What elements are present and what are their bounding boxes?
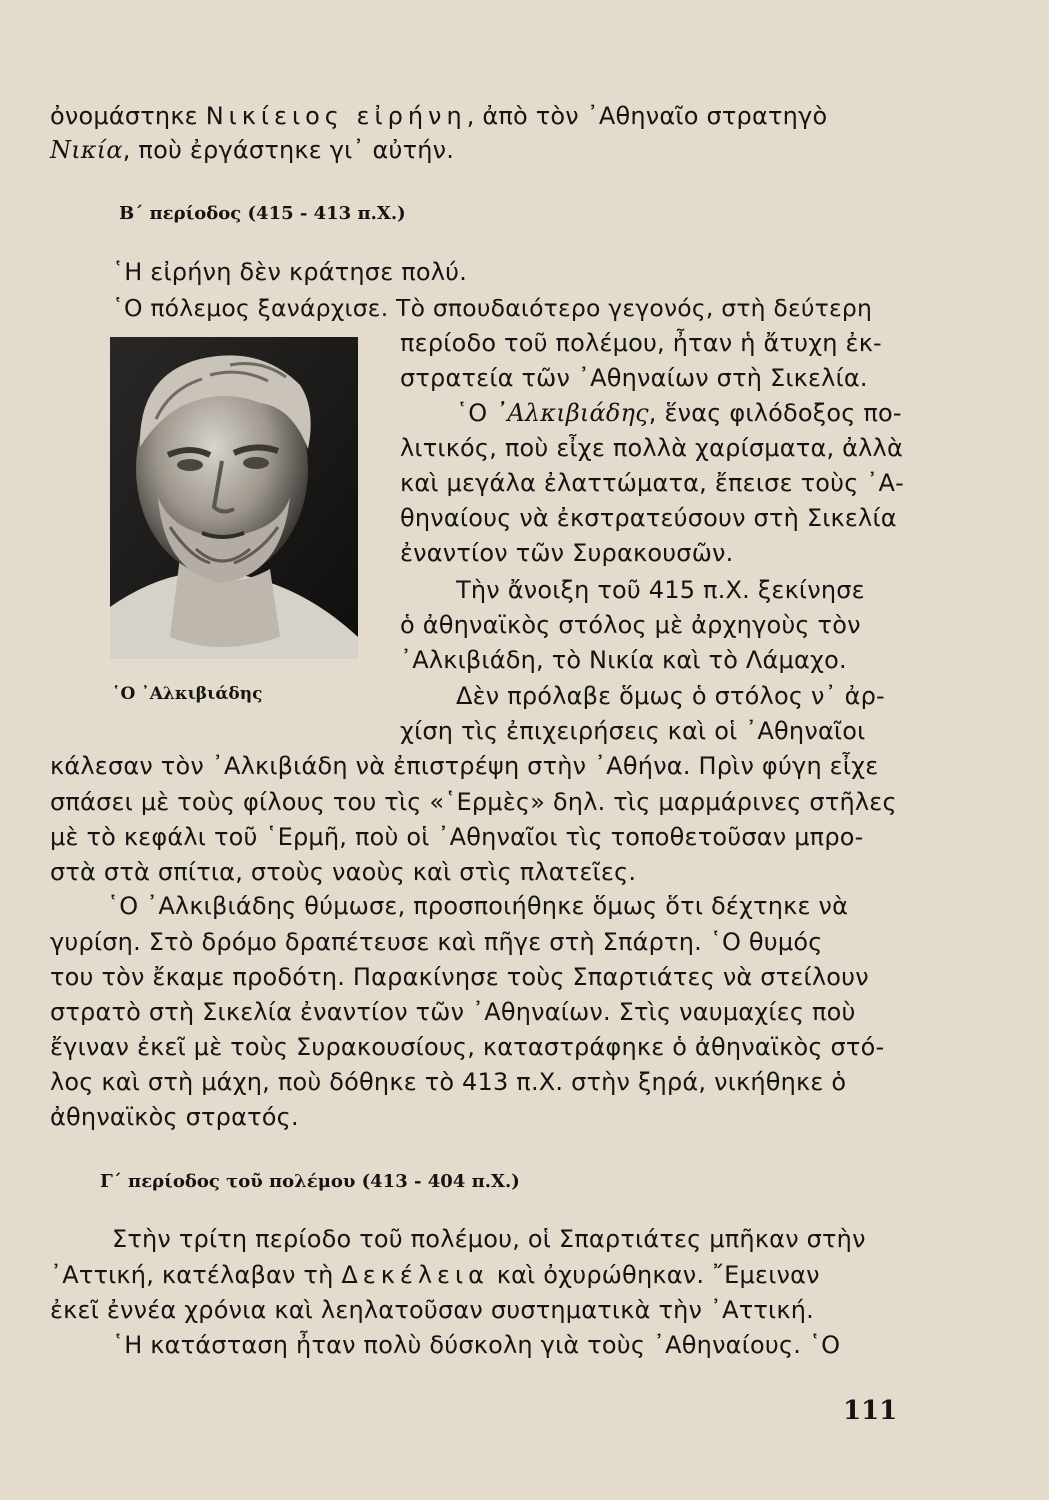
text-line: λος καὶ στὴ μάχη, ποὺ δόθηκε τὸ 413 π.Χ. στὴν ξηρά, νικήθηκε ὁ	[50, 1068, 847, 1096]
text: ὀνομάστηκε	[50, 102, 206, 130]
text: ᾿Αττική, κατέλαβαν τὴ	[50, 1261, 342, 1289]
section-heading-c: Γ΄ περίοδος τοῦ πολέμου (413 - 404 π.Χ.)	[100, 1171, 520, 1192]
text: , ἀπὸ τὸν ᾿Αθηναῖο στρατηγὸ	[466, 102, 828, 130]
text-line: περίοδο τοῦ πολέμου, ἦταν ἡ ἄτυχη ἐκ-	[400, 329, 882, 357]
text-line: ῾Η κατάσταση ἦταν πολὺ δύσκολη γιὰ τοὺς ᾿Αθηναίους. ῾Ο	[112, 1331, 841, 1359]
image-caption: ῾Ο ᾿Αλκιβιάδης	[112, 684, 263, 704]
text-line: του τὸν ἔκαμε προδότη. Παρακίνησε τοὺς Σπαρτιάτες νὰ στείλουν	[50, 963, 869, 991]
text-line: ἐκεῖ ἐννέα χρόνια καὶ λεηλατοῦσαν συστηματικὰ τὴν ᾿Αττική.	[50, 1296, 814, 1324]
text-line: ἔγιναν ἐκεῖ μὲ τοὺς Συρακουσίους, καταστράφηκε ὁ ἀθηναϊκὸς στό-	[50, 1033, 885, 1061]
text-line: ἐναντίον τῶν Συρακουσῶν.	[400, 539, 734, 567]
text: ῾Ο	[456, 399, 496, 427]
text-line: καὶ μεγάλα ἐλαττώματα, ἔπεισε τοὺς ᾿Α-	[400, 469, 904, 497]
text-line: Τὴν ἄνοιξη τοῦ 415 π.Χ. ξεκίνησε	[456, 576, 865, 604]
text-line	[50, 1259, 820, 1291]
text-line: ῾Η εἰρήνη δὲν κράτησε πολύ.	[112, 258, 468, 286]
italic-term: ᾿Αλκιβιάδης	[495, 399, 649, 427]
text-line	[456, 397, 902, 429]
page-number: 111	[843, 1396, 898, 1426]
text-line: Στὴν τρίτη περίοδο τοῦ πολέμου, οἱ Σπαρτιάτες μπῆκαν στὴν	[112, 1225, 866, 1253]
italic-term: Νικία	[50, 136, 123, 164]
spaced-term: Νικίειος εἰρήνη	[205, 102, 467, 130]
text-line: ῾Ο ᾿Αλκιβιάδης θύμωσε, προσποιήθηκε ὅμως ὅτι δέχτηκε νὰ	[107, 892, 849, 920]
text-line: στρατὸ στὴ Σικελία ἐναντίον τῶν ᾿Αθηναίων. Στὶς ναυμαχίες ποὺ	[50, 998, 856, 1026]
text-line	[50, 100, 896, 132]
text-line: ὁ ἀθηναϊκὸς στόλος μὲ ἀρχηγοὺς τὸν	[400, 611, 861, 639]
alcibiades-bust-image	[110, 337, 358, 659]
text-line: γυρίση. Στὸ δρόμο δραπέτευσε καὶ πῆγε στὴ Σπάρτη. ῾Ο θυμός	[50, 928, 823, 956]
text-line: Δὲν πρόλαβε ὅμως ὁ στόλος ν᾿ ἀρ-	[456, 682, 885, 710]
text-line: στὰ στὰ σπίτια, στοὺς ναοὺς καὶ στὶς πλατεῖες.	[50, 858, 637, 886]
text-line	[50, 134, 454, 166]
spaced-term: Δεκέλεια	[341, 1261, 489, 1289]
text-line: λιτικός, ποὺ εἶχε πολλὰ χαρίσματα, ἀλλὰ	[400, 434, 903, 462]
text-line: στρατεία τῶν ᾿Αθηναίων στὴ Σικελία.	[400, 364, 868, 392]
text-line: ᾿Αλκιβιάδη, τὸ Νικία καὶ τὸ Λάμαχο.	[400, 646, 847, 674]
text-line: ἀθηναϊκὸς στρατός.	[50, 1103, 299, 1131]
text-line: θηναίους νὰ ἐκστρατεύσουν στὴ Σικελία	[400, 504, 897, 532]
text-line: κάλεσαν τὸν ᾿Αλκιβιάδη νὰ ἐπιστρέψη στὴν ᾿Αθήνα. Πρὶν φύγη εἶχε	[50, 752, 879, 780]
section-heading-b: Β΄ περίοδος (415 - 413 π.Χ.)	[119, 203, 406, 224]
text: , ποὺ ἐργάστηκε γι᾿ αὐτήν.	[122, 136, 455, 164]
text: καὶ ὀχυρώθηκαν. ῎Εμειναν	[488, 1261, 820, 1289]
text-line: χίση τὶς ἐπιχειρήσεις καὶ οἱ ᾿Αθηναῖοι	[400, 717, 866, 745]
text-line: μὲ τὸ κεφάλι τοῦ ῾Ερμῆ, ποὺ οἱ ᾿Αθηναῖοι τὶς τοποθετοῦσαν μπρο-	[50, 823, 864, 851]
text: , ἕνας φιλόδοξος πο-	[648, 399, 902, 427]
text-line: ῾Ο πόλεμος ξανάρχισε. Τὸ σπουδαιότερο γεγονός, στὴ δεύτερη	[112, 294, 873, 322]
text-line: σπάσει μὲ τοὺς φίλους του τὶς «῾Ερμὲς» δηλ. τὶς μαρμάρινες στῆλες	[50, 788, 897, 816]
